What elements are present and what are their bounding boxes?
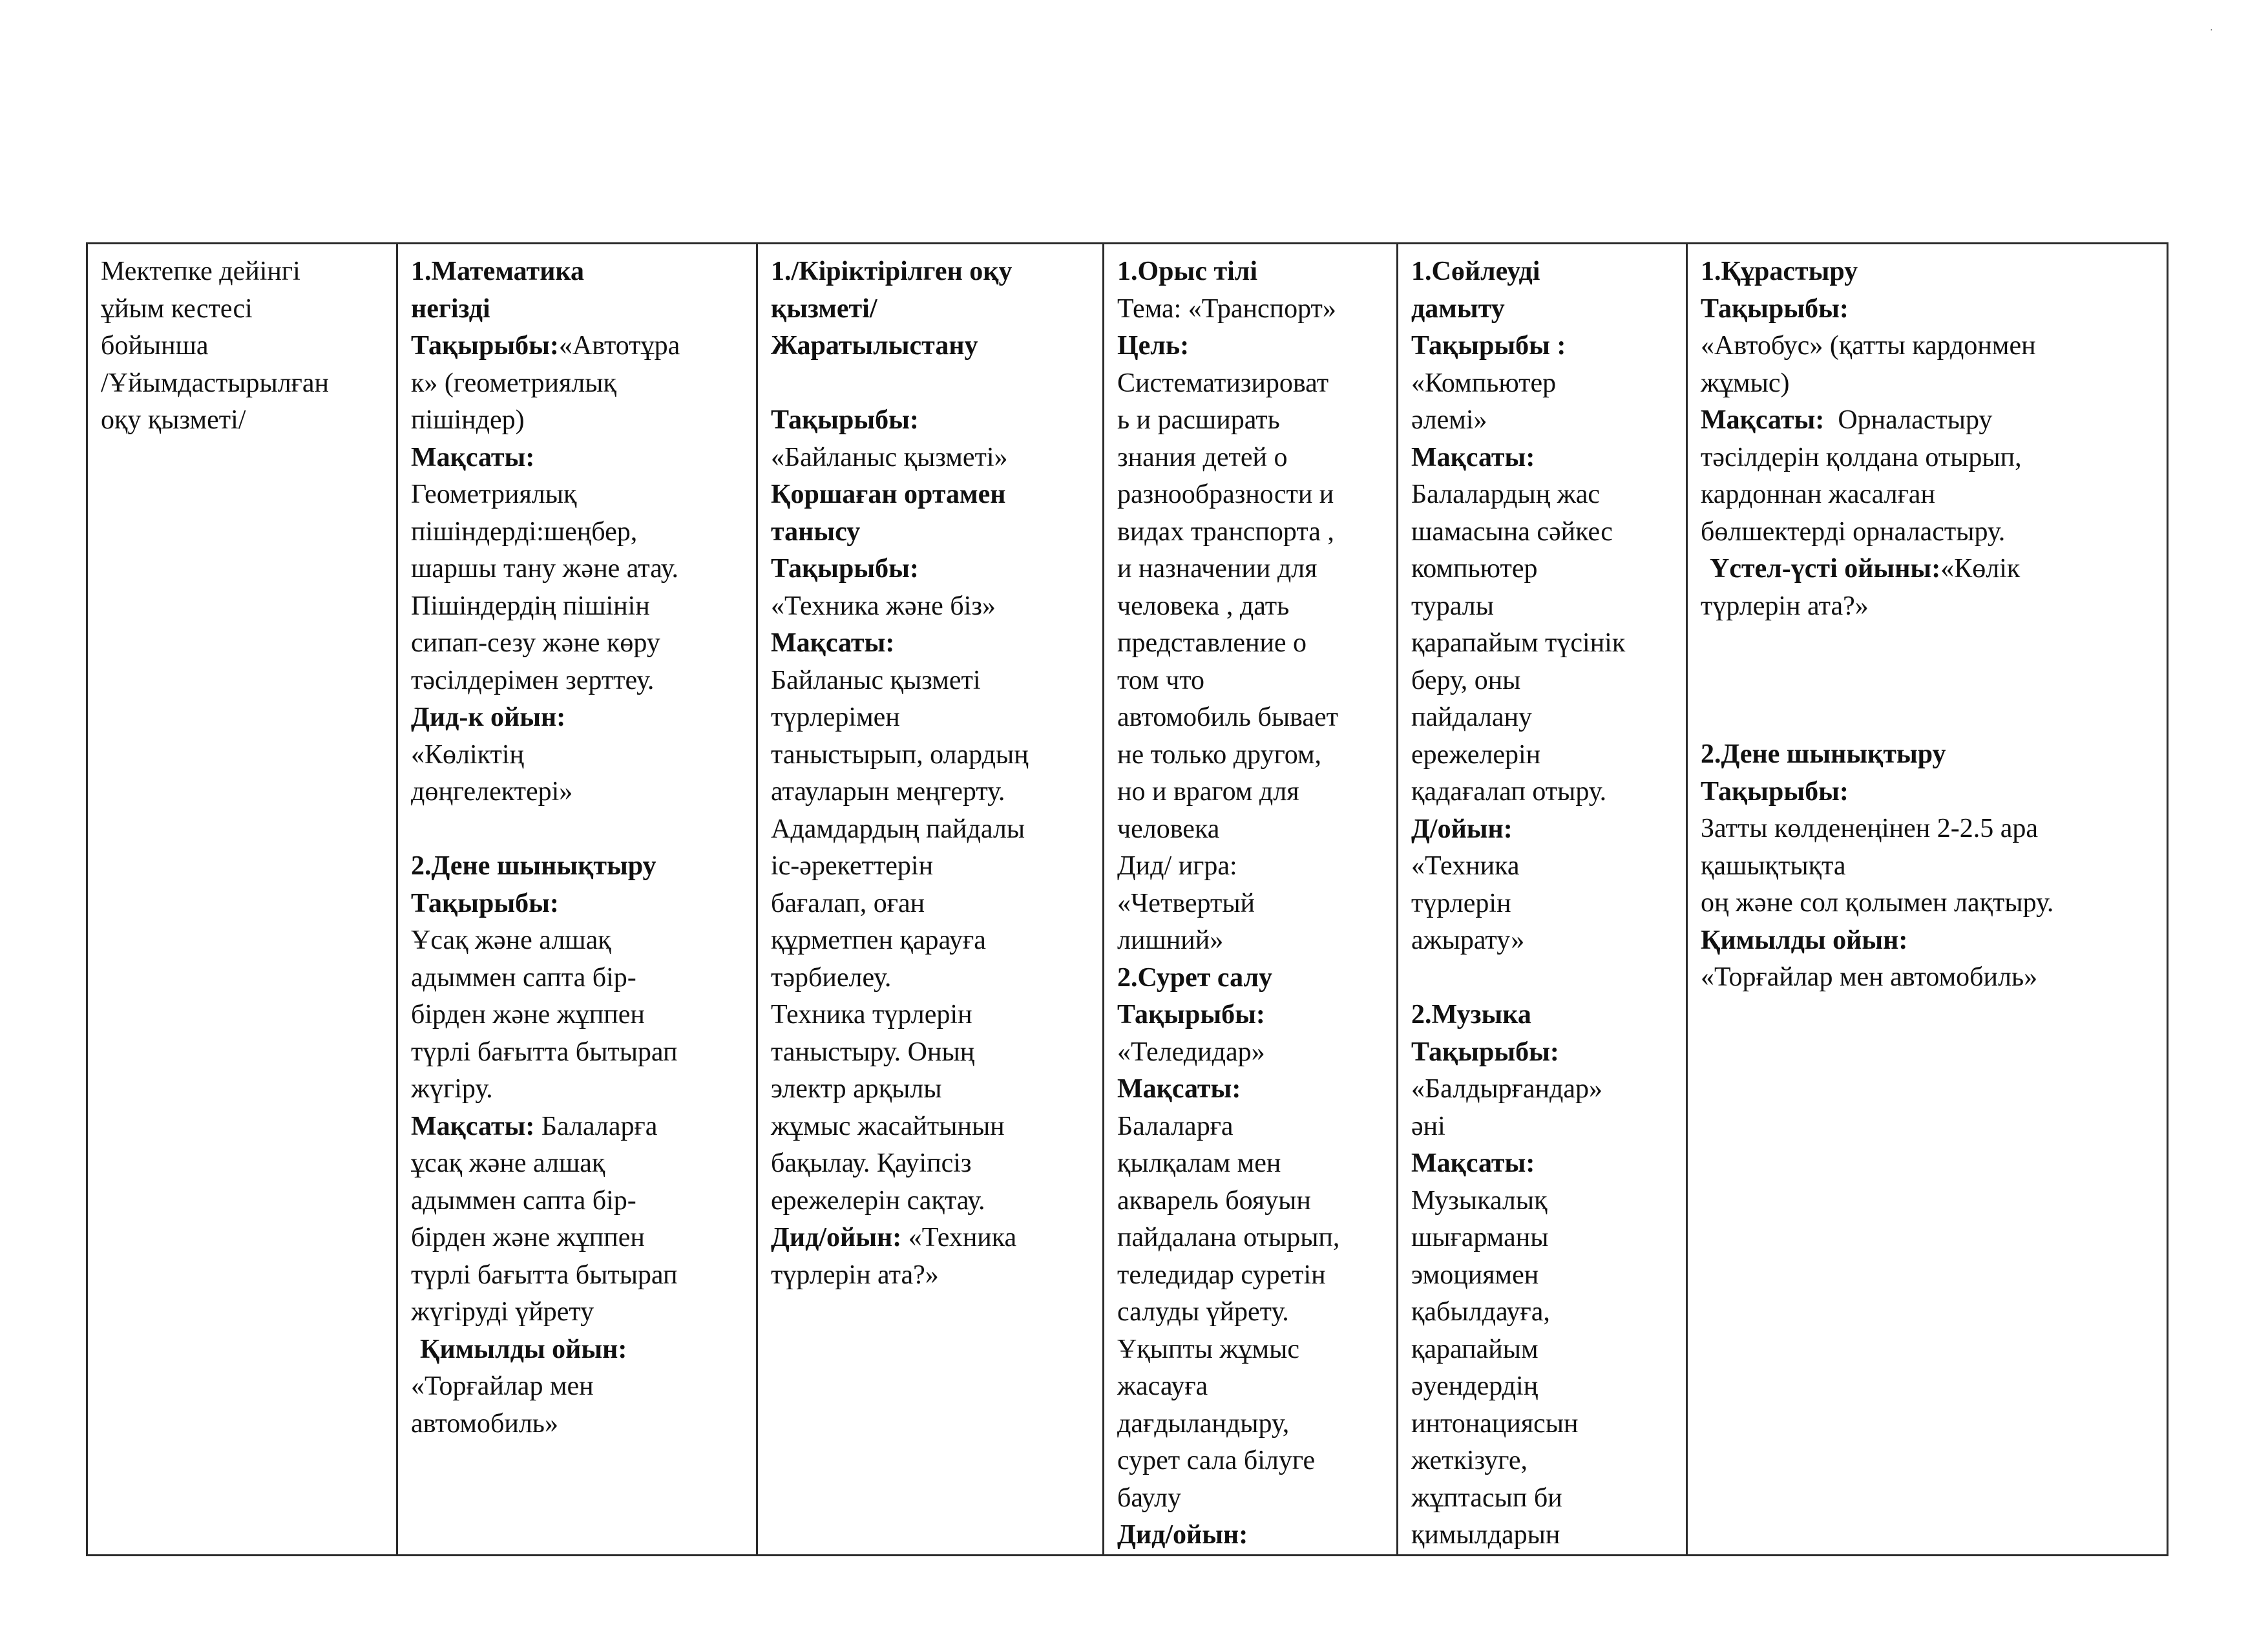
theme-text: Тема: «Транспорт» xyxy=(1117,293,1336,324)
goal-text: дағдыландыру, xyxy=(1117,1408,1290,1439)
topic-text: Ұсақ және алшақ xyxy=(411,925,611,955)
goal-text: бағалап, оған xyxy=(771,888,925,918)
goal-text: интонациясын xyxy=(1411,1408,1579,1439)
goal-text: қылқалам мен xyxy=(1117,1148,1281,1178)
lesson-heading: 2.Дене шынықтыру xyxy=(411,851,656,881)
topic-label: Тақырыбы: xyxy=(1701,776,1849,807)
goal-text: Музыкалық xyxy=(1411,1185,1548,1216)
move-game-text: «Торғайлар мен xyxy=(411,1371,594,1401)
lesson-heading: танысу xyxy=(771,516,861,547)
day-cell-4 xyxy=(1398,244,1687,1556)
topic-text: әлемі» xyxy=(1411,405,1487,435)
goal-text: пішіндерді:шеңбер, xyxy=(411,516,638,547)
topic-label: Тақырыбы: xyxy=(411,888,559,918)
move-game-label: Қимылды ойын: xyxy=(420,1334,627,1364)
goal-text: Систематизироват xyxy=(1117,368,1329,398)
game-text: «Техника xyxy=(1411,851,1520,881)
goal-text: Балаларға xyxy=(1117,1111,1234,1141)
topic-text: «Теледидар» xyxy=(1117,1037,1265,1067)
goal-text: сурет сала білуге xyxy=(1117,1446,1316,1475)
goal-label: Мақсаты: xyxy=(1411,442,1535,472)
game-text: лишний» xyxy=(1117,925,1224,955)
row-header-line: /Ұйымдастырылған xyxy=(101,368,330,398)
goal-text: баулу xyxy=(1117,1483,1181,1513)
topic-text: Затты көлденеңінен 2-2.5 ара xyxy=(1701,814,2039,843)
goal-text: атауларын меңгерту. xyxy=(771,777,1005,807)
goal-text: қадағалап отыру. xyxy=(1411,777,1607,807)
goal-text: акварель бояуын xyxy=(1117,1185,1311,1216)
lesson-heading: 2.Дене шынықтыру xyxy=(1701,739,1946,769)
goal-text: жұптасып би xyxy=(1411,1483,1562,1513)
goal-text: шығарманы xyxy=(1411,1223,1549,1252)
day-cell-2 xyxy=(757,244,1104,1556)
topic-text: әні xyxy=(1411,1111,1445,1141)
goal-text: ережелерін xyxy=(1411,739,1541,770)
goal-text: разнообразности и xyxy=(1117,480,1334,509)
goal-text: тәсілдерімен зерттеу. xyxy=(411,665,655,695)
topic-text: адыммен сапта бір- xyxy=(411,962,636,993)
topic-label: Тақырыбы : xyxy=(1411,331,1566,361)
topic-label: Тақырыбы: xyxy=(1701,293,1849,324)
goal-text: бақылау. Қауіпсіз xyxy=(771,1148,972,1178)
goal-label: Мақсаты: xyxy=(411,442,535,472)
game-text: «Көліктің xyxy=(411,739,524,770)
goal-text: таныстырып, олардың xyxy=(771,739,1029,770)
lesson-heading: 2.Музыка xyxy=(1411,1000,1531,1030)
goal-text: жеткізуге, xyxy=(1411,1446,1528,1475)
goal-text: адыммен сапта бір- xyxy=(411,1185,636,1216)
goal-text: но и врагом для xyxy=(1117,777,1299,807)
lesson-heading: 1./Кіріктірілген оқу xyxy=(771,257,1013,286)
goal-text: представление о xyxy=(1117,628,1307,658)
day-cell-1 xyxy=(397,244,757,1556)
move-game-text: автомобиль» xyxy=(411,1408,558,1439)
goal-text: тәсілдерін қолдана отырып, xyxy=(1701,442,2022,472)
move-game-label: Қимылды ойын: xyxy=(1701,925,1908,955)
goal-text: человека , дать xyxy=(1117,591,1290,621)
day-cell-5 xyxy=(1687,244,2168,1556)
goal-text: шамасына сәйкес xyxy=(1411,516,1613,547)
goal-text: Адамдардың пайдалы xyxy=(771,814,1025,844)
goal-text: Балалардың жас xyxy=(1411,480,1601,509)
goal-text: қимылдарын xyxy=(1411,1520,1560,1550)
topic-text: «Техника және біз» xyxy=(771,591,996,621)
lesson-heading: қызметі/ xyxy=(771,293,877,324)
topic-text: «Автотұра xyxy=(558,331,680,361)
lesson-heading: дамыту xyxy=(1411,293,1505,324)
topic-text: жүгіру. xyxy=(411,1074,493,1104)
goal-text: ережелерін сақтау. xyxy=(771,1185,985,1216)
goal-label: Мақсаты: xyxy=(771,628,895,658)
game-text: «Техника xyxy=(908,1223,1017,1252)
goal-text: знания детей о xyxy=(1117,442,1288,472)
goal-label: Мақсаты: xyxy=(411,1111,535,1141)
goal-text: видах транспорта , xyxy=(1117,516,1334,547)
goal-text: теледидар суретін xyxy=(1117,1260,1326,1290)
goal-text: құрметпен қарауға xyxy=(771,925,986,955)
lesson-heading: Жаратылыстану xyxy=(771,331,978,361)
goal-text: Балаларға xyxy=(541,1111,658,1141)
goal-text: сипап-сезу және көру xyxy=(411,628,660,658)
goal-text: қарапайым түсінік xyxy=(1411,628,1626,658)
goal-text: жасауға xyxy=(1117,1371,1208,1401)
topic-text: «Балдырғандар» xyxy=(1411,1074,1603,1104)
game-text: Дид/ игра: xyxy=(1117,851,1237,881)
table-row xyxy=(87,244,2168,1556)
goal-label: Мақсаты: xyxy=(1411,1148,1535,1178)
goal-text: пайдалана отырып, xyxy=(1117,1223,1340,1252)
topic-text: к» (геометриялық xyxy=(411,368,616,398)
goal-text: не только другом, xyxy=(1117,739,1322,770)
move-game-text: «Торғайлар мен автомобиль» xyxy=(1701,962,2038,992)
topic-text: «Байланыс қызметі» xyxy=(771,442,1008,472)
game-label: Дид-к ойын: xyxy=(411,703,566,732)
goal-text: қарапайым xyxy=(1411,1334,1538,1364)
schedule-table xyxy=(86,242,2168,1556)
goal-text: тәрбиелеу. xyxy=(771,962,892,993)
goal-text: Ұқыпты жұмыс xyxy=(1117,1334,1299,1364)
goal-label: Цель: xyxy=(1117,331,1190,361)
lesson-heading: 1.Құрастыру xyxy=(1701,257,1858,286)
row-header-line: бойынша xyxy=(101,331,209,361)
goal-text: Геометриялық xyxy=(411,480,577,509)
game-label: Дид/ойын: xyxy=(1117,1520,1248,1550)
topic-label: Тақырыбы: xyxy=(771,405,919,435)
day-cell-3 xyxy=(1104,244,1398,1556)
goal-text: эмоциямен xyxy=(1411,1260,1539,1290)
goal-text: том что xyxy=(1117,665,1205,695)
goal-text: кардоннан жасалған xyxy=(1701,480,1935,509)
topic-text: жұмыс) xyxy=(1701,368,1790,398)
game-label: Д/ойын: xyxy=(1411,814,1513,844)
game-text: «Четвертый xyxy=(1117,888,1255,918)
goal-text: Пішіндердің пішінін xyxy=(411,591,650,621)
goal-text: туралы xyxy=(1411,591,1494,621)
goal-text: Техника түрлерін xyxy=(771,1000,972,1030)
goal-text: Орналастыру xyxy=(1824,405,1993,435)
game-text: ажырату» xyxy=(1411,925,1525,955)
goal-text: автомобиль бывает xyxy=(1117,703,1338,732)
goal-text: жұмыс жасайтынын xyxy=(771,1111,1005,1141)
goal-label: Мақсаты: xyxy=(1701,405,1825,435)
goal-text: пайдалану xyxy=(1411,703,1533,732)
goal-text: электр арқылы xyxy=(771,1074,942,1104)
topic-text: қашықтықта xyxy=(1701,850,1846,881)
goal-text: салуды үйрету. xyxy=(1117,1297,1289,1327)
lesson-heading: 1.Орыс тілі xyxy=(1117,257,1257,286)
goal-text: и назначении для xyxy=(1117,554,1318,584)
topic-text: оң және сол қолымен лақтыру. xyxy=(1701,888,2054,918)
topic-text: бірден және жұппен xyxy=(411,1000,645,1030)
lesson-heading: Қоршаған ортамен xyxy=(771,480,1006,509)
goal-text: бөлшектерді орналастыру. xyxy=(1701,516,2006,547)
row-header-line: Мектепке дейінгі xyxy=(101,257,300,286)
goal-text: ұсақ және алшақ xyxy=(411,1148,605,1178)
topic-label: Тақырыбы: xyxy=(411,331,559,361)
table-game-label: Үстел-үсті ойыны: xyxy=(1710,554,1941,584)
goal-text: человека xyxy=(1117,814,1220,844)
lesson-heading: 1.Математика xyxy=(411,257,584,286)
goal-text: іс-әрекеттерін xyxy=(771,851,934,881)
topic-label: Тақырыбы: xyxy=(1411,1037,1559,1067)
game-label: Дид/ойын: xyxy=(771,1223,902,1252)
row-header-line: ұйым кестесі xyxy=(101,293,253,324)
row-header-line: оқу қызметі/ xyxy=(101,405,246,435)
lesson-heading: негізді xyxy=(411,293,490,324)
topic-text: «Компьютер xyxy=(1411,368,1557,398)
goal-text: шаршы тану және атау. xyxy=(411,554,679,584)
topic-label: Тақырыбы: xyxy=(771,554,919,584)
table-game-text: «Көлік xyxy=(1940,554,2021,584)
lesson-heading: 2.Сурет салу xyxy=(1117,962,1273,993)
topic-label: Тақырыбы: xyxy=(1117,1000,1265,1030)
row-header-cell xyxy=(87,244,397,1556)
goal-text: қабылдауға, xyxy=(1411,1297,1550,1327)
goal-text: Байланыс қызметі xyxy=(771,665,981,695)
game-text: дөңгелектері» xyxy=(411,777,573,807)
topic-text: түрлі бағытта бытырап xyxy=(411,1037,678,1067)
table-game-text: түрлерін ата?» xyxy=(1701,591,1869,621)
goal-text: түрлі бағытта бытырап xyxy=(411,1260,678,1290)
goal-text: ь и расширать xyxy=(1117,405,1280,435)
goal-text: беру, оны xyxy=(1411,665,1521,695)
goal-text: таныстыру. Оның xyxy=(771,1037,975,1067)
scan-mark: · xyxy=(2210,26,2213,36)
goal-text: компьютер xyxy=(1411,554,1538,584)
lesson-heading: 1.Сөйлеуді xyxy=(1411,257,1540,286)
topic-text: пішіндер) xyxy=(411,405,525,435)
goal-text: бірден және жұппен xyxy=(411,1223,645,1252)
goal-label: Мақсаты: xyxy=(1117,1074,1241,1104)
topic-text: «Автобус» (қатты кардонмен xyxy=(1701,331,2036,361)
goal-text: әуендердің xyxy=(1411,1371,1538,1401)
game-text: түрлерін xyxy=(1411,888,1511,918)
game-text: түрлерін ата?» xyxy=(771,1260,939,1290)
goal-text: жүгіруді үйрету xyxy=(411,1297,594,1327)
goal-text: түрлерімен xyxy=(771,703,900,732)
